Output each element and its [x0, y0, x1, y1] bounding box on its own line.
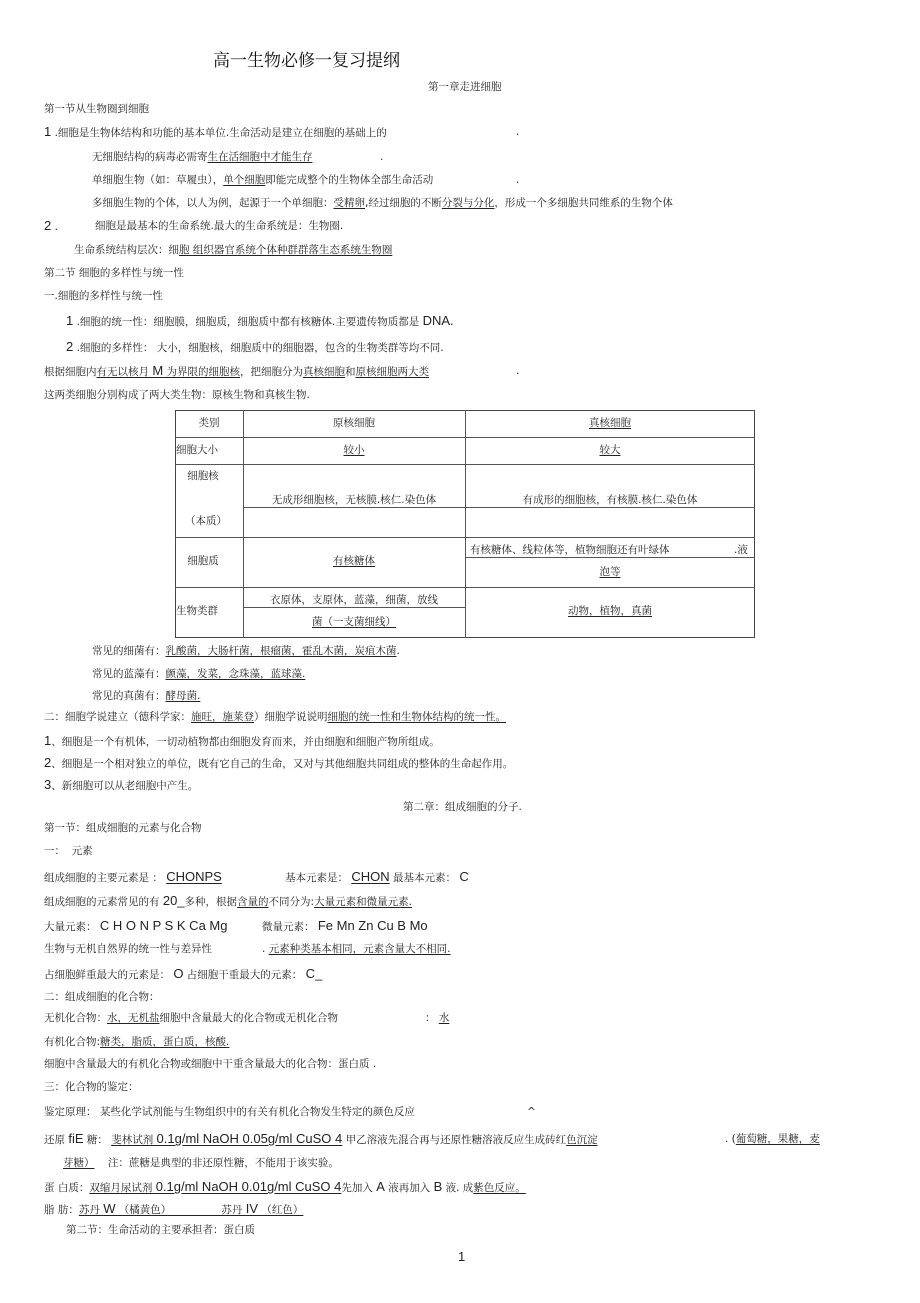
- text-segment: 二：组成细胞的化合物：: [44, 991, 160, 1003]
- text-segment: A: [376, 1179, 385, 1194]
- text-segment: 无机化合物：: [44, 1012, 107, 1024]
- text-segment: 细胞是最基本的生命系统.最大的生命系统是：生物圈.: [95, 220, 344, 232]
- text-segment: 最基本元素：: [389, 872, 460, 884]
- paragraph: [425, 1011, 449, 1025]
- paragraph: [725, 1132, 820, 1146]
- paragraph: [44, 1035, 229, 1049]
- subsection-heading: [44, 1080, 139, 1094]
- list-item: [66, 340, 444, 355]
- table-row-label: 细胞大小: [176, 444, 218, 456]
- table-divider: [243, 607, 465, 608]
- text-segment: .: [516, 126, 520, 138]
- text-segment: ，把细胞分为: [240, 366, 304, 378]
- paragraph: [44, 894, 412, 909]
- text-segment: 、新细胞可以从老细胞中产生。: [51, 780, 199, 792]
- page-number: [458, 1250, 465, 1265]
- text-segment: 第一节从生物圈到细胞: [44, 103, 149, 115]
- text-segment: .细胞的统一性：细胞膜，细胞质，细胞质中都有核糖体.主要遗传物质都是: [73, 316, 423, 328]
- text-segment: C H O N P S K Ca Mg: [99, 918, 228, 933]
- paragraph: [63, 1156, 339, 1170]
- text-segment: 、细胞是一个有机体，一切动植物都由细胞发育而来，并由细胞和细胞产物所组成。: [51, 736, 440, 748]
- underlined-text: 颤藻，发菜，念珠藻，蓝球藻.: [165, 668, 306, 680]
- text-segment: 脂 肪：: [44, 1204, 79, 1216]
- paragraph: [285, 870, 469, 885]
- text-segment: B: [433, 1179, 443, 1194]
- paragraph: [44, 1011, 338, 1025]
- list-item: [44, 756, 513, 771]
- table-cell: 较大: [599, 444, 621, 456]
- table-cell: 有核糖体、线粒体等，植物细胞还有叶绿体: [470, 544, 670, 556]
- chapter-heading: [428, 80, 502, 94]
- subsection-heading: [44, 990, 160, 1004]
- underlined-text: 大量元素和微量元素.: [314, 896, 412, 908]
- underlined-text: 生在活细胞中才能生存: [207, 151, 313, 163]
- text-segment: 第一章走进细胞: [428, 81, 502, 93]
- text-segment: 常见的真菌有：: [92, 690, 166, 702]
- underlined-text: 细胞的统一性和生物体结构的统一性。: [327, 711, 506, 723]
- underlined-text: 真核细胞: [303, 366, 346, 378]
- doc-title: [213, 51, 400, 71]
- text-segment: 单细胞生物（如：草履虫），: [92, 174, 224, 186]
- paragraph: [262, 919, 428, 934]
- text-segment: . (: [725, 1133, 736, 1145]
- paragraph: [44, 1105, 415, 1119]
- underlined-text: 0.1g/ml NaOH 0.01g/ml CuSO 4: [155, 1179, 342, 1194]
- text-segment: 、细胞是一个相对独立的单位，既有它自己的生命，又对与其他细胞共同组成的整体的生命起作用。: [51, 758, 514, 770]
- table-divider: [243, 507, 755, 508]
- table-cell: 衣原体，支原体，蓝藻，细菌，放线: [270, 594, 438, 606]
- text-segment: 细胞中含量最大的有机化合物或细胞中干重含量最大的化合物：蛋白质 .: [44, 1058, 377, 1070]
- table-row-label: 细胞核: [187, 470, 219, 482]
- paragraph: [44, 364, 429, 379]
- text-segment: 即能完成整个的生物体全部生命活动: [265, 174, 434, 186]
- underlined-text: 葡萄糖，果糖，麦: [735, 1133, 820, 1145]
- underlined-text: 乳酸菌，大肠杆菌，根瘤菌，霍乱木菌，炭疽木菌: [165, 645, 397, 657]
- table-cell: 无成形细胞核，无核膜.核仁.染色体: [271, 494, 437, 506]
- underlined-text: 原核细胞两大类: [355, 366, 430, 378]
- underlined-text: 双缩月尿试剂: [89, 1182, 156, 1194]
- text-segment: 2: [44, 218, 52, 233]
- underlined-text: CHONPS: [166, 869, 222, 884]
- paragraph: [527, 1105, 536, 1119]
- text-segment: 占细胞干重最大的元素：: [183, 969, 306, 981]
- table-divider: [175, 437, 755, 438]
- text-segment: 生物与无机自然界的统一性与差异性: [44, 943, 212, 955]
- underlined-text: （橘黄色） 苏丹: [115, 1204, 246, 1216]
- underlined-text: W: [103, 1201, 116, 1216]
- table-row-label-note: （本质）: [185, 515, 227, 527]
- text-segment: 生命系统结构层次：细: [74, 244, 179, 256]
- text-segment: 大量元素：: [44, 921, 100, 933]
- text-segment: 1: [66, 313, 74, 328]
- paragraph: [380, 150, 383, 164]
- text-segment: ，形成一个多细胞共同维系的生物个体: [494, 197, 673, 209]
- paragraph: [262, 942, 451, 956]
- table-divider: [243, 410, 244, 638]
- text-segment: .: [396, 645, 400, 657]
- paragraph: [92, 150, 313, 164]
- text-segment: 多种，根据: [184, 896, 238, 908]
- text-segment: 常见的细菌有：: [92, 645, 166, 657]
- text-segment: .: [516, 365, 520, 377]
- text-segment: Fe Mn Zn Cu B Mo: [317, 918, 428, 933]
- paragraph: [92, 667, 305, 681]
- text-segment: 先加入: [341, 1182, 377, 1194]
- list-item: [44, 778, 198, 793]
- text-segment: 液再加入: [384, 1182, 434, 1194]
- text-segment: C: [459, 869, 469, 884]
- text-segment: 占细胞鲜重最大的元素是：: [44, 969, 174, 981]
- text-segment: 1: [44, 733, 52, 748]
- paragraph: [516, 364, 519, 378]
- text-segment: 1: [458, 1249, 466, 1264]
- table-cell: 较小: [343, 444, 365, 456]
- text-segment: 基本元素是：: [285, 872, 352, 884]
- text-segment: 糖：: [83, 1134, 112, 1146]
- underlined-text: 受精卵: [333, 197, 365, 209]
- subsection-heading: [44, 289, 163, 303]
- chapter-heading: [403, 800, 522, 814]
- paragraph: [44, 1180, 526, 1195]
- table-divider: [175, 537, 755, 538]
- underlined-text: 有无以核月: [96, 366, 153, 378]
- underlined-text: 酵母菌.: [165, 690, 201, 702]
- text-segment: 不同分为:: [268, 896, 315, 908]
- table-cell: 有核糖体: [333, 555, 375, 567]
- text-segment: C_: [305, 966, 323, 981]
- text-segment: fiE: [68, 1131, 84, 1146]
- text-segment: 蛋 白质：: [44, 1182, 90, 1194]
- text-segment: 多细胞生物的个体，以人为例，起源于一个单细胞：: [92, 197, 334, 209]
- text-segment: 这两类细胞分别构成了两大类生物：原核生物和真核生物.: [44, 389, 310, 401]
- underlined-text: 水，无机盐: [107, 1012, 160, 1024]
- underlined-text: 紫色反应。: [473, 1182, 526, 1194]
- list-item: [516, 125, 519, 139]
- underlined-text: 色沉淀: [566, 1134, 598, 1146]
- table-divider: [465, 557, 755, 558]
- table-header-category: 类别: [198, 417, 220, 429]
- text-segment: 还原: [44, 1134, 69, 1146]
- table-header-prokaryote: 原核细胞: [333, 417, 375, 429]
- table-header-eukaryote: 真核细胞: [589, 417, 631, 429]
- text-segment: 甲乙溶液先混合再与还原性糖溶液反应生成砖红: [342, 1134, 567, 1146]
- table-row-label: 细胞质: [187, 555, 219, 567]
- section-heading: [44, 821, 202, 835]
- text-segment: 1: [44, 124, 52, 139]
- text-segment: 一： 元素: [44, 845, 93, 857]
- text-segment: 一.细胞的多样性与统一性: [44, 290, 163, 302]
- underlined-text: 单个细胞: [223, 174, 266, 186]
- text-segment: 鉴定原理： 某些化学试剂能与生物组织中的有关有机化合物发生特定的颜色反应: [44, 1106, 415, 1118]
- text-segment: 组成细胞的元素常见的有: [44, 896, 163, 908]
- text-segment: .细胞的多样性： 大小，细胞核，细胞质中的细胞器，包含的生物类群等均不同.: [73, 342, 444, 354]
- underlined-text: 0.1g/ml NaOH 0.05g/ml CuSO 4: [156, 1131, 343, 1146]
- text-segment: 第二章：组成细胞的分子.: [403, 801, 522, 813]
- subsection-heading: [44, 844, 93, 858]
- list-item: [95, 219, 343, 233]
- underlined-text: 斐林试剂: [111, 1134, 157, 1146]
- paragraph: [44, 919, 227, 934]
- text-segment: 液. 成: [442, 1182, 474, 1194]
- text-segment: .: [262, 943, 269, 955]
- paragraph: [92, 689, 200, 703]
- text-segment: 二：细胞学说建立（德科学家：: [44, 711, 191, 723]
- text-segment: 无细胞结构的病毒必需寄: [92, 151, 208, 163]
- text-segment: DNA.: [422, 313, 454, 328]
- underlined-text: 糖类，脂质，蛋白质，核酸.: [100, 1036, 230, 1048]
- text-segment: ：: [425, 1012, 439, 1024]
- underlined-text: 含量的: [237, 896, 269, 908]
- table-divider: [175, 587, 755, 588]
- list-item: [66, 314, 454, 329]
- paragraph: [44, 1132, 598, 1147]
- underlined-text: IV: [245, 1201, 259, 1216]
- underlined-text: 分裂与分化: [441, 197, 495, 209]
- underlined-text: （红色）: [258, 1204, 304, 1216]
- text-segment: O: [173, 966, 184, 981]
- paragraph: [74, 243, 392, 257]
- text-segment: 2: [44, 755, 52, 770]
- list-item: [44, 125, 387, 140]
- text-segment: 三：化合物的鉴定：: [44, 1081, 139, 1093]
- paragraph: [92, 173, 433, 187]
- text-segment: 和: [345, 366, 356, 378]
- text-segment: .: [51, 221, 58, 233]
- text-segment: 20_: [162, 893, 185, 908]
- text-segment: ,经过细胞的不断: [365, 197, 442, 209]
- underlined-text: CHON: [351, 869, 390, 884]
- text-segment: .: [516, 174, 520, 186]
- underlined-text: 芽糖）: [63, 1157, 95, 1169]
- underlined-text: 苏丹: [78, 1204, 104, 1216]
- text-segment: 细胞中含量最大的化合物或无机化合物: [159, 1012, 338, 1024]
- text-segment: .细胞是生物体结构和功能的基本单位.生命活动是建立在细胞的基础上的: [51, 127, 387, 139]
- section-heading: [66, 1223, 255, 1237]
- text-segment: 有机化合物:: [44, 1036, 101, 1048]
- underlined-text: 为界限的细胞核: [163, 366, 241, 378]
- paragraph: [516, 173, 519, 187]
- text-segment: 2: [66, 339, 74, 354]
- text-segment: 常见的蓝藻有：: [92, 668, 166, 680]
- text-segment: 注：蔗糖是典型的非还原性糖，不能用于该实验。: [94, 1157, 339, 1169]
- underlined-text: 施旺，施莱登: [191, 711, 254, 723]
- section-heading: [44, 102, 149, 116]
- paragraph: [92, 644, 400, 658]
- underlined-text: M: [152, 363, 164, 378]
- text-segment: 根据细胞内: [44, 366, 97, 378]
- text-segment: ^: [527, 1106, 536, 1118]
- text-segment: 第一节：组成细胞的元素与化合物: [44, 822, 202, 834]
- text-segment: 第二节 细胞的多样性与统一性: [44, 267, 184, 279]
- paragraph: [44, 388, 310, 402]
- table-cell: 泡等: [599, 566, 621, 578]
- table-cell: 有成形的细胞核，有核膜.核仁.染色体: [522, 494, 698, 506]
- underlined-text: 元素种类基本相同，元素含量大不相同.: [268, 943, 451, 955]
- text-segment: 3: [44, 777, 52, 792]
- subsection-heading: [44, 710, 506, 724]
- text-segment: .: [380, 151, 384, 163]
- text-segment: ）细胞学说说明: [254, 711, 328, 723]
- underlined-text: 胞 组织器官系统个体种群群落生态系统生物圈: [179, 244, 393, 256]
- text-segment: 微量元素：: [262, 921, 318, 933]
- list-item: [44, 219, 58, 234]
- list-item: [44, 734, 440, 749]
- table-divider: [465, 410, 466, 638]
- paragraph: [44, 967, 322, 982]
- text-segment: 高一生物必修一复习提纲: [213, 51, 400, 71]
- table-cell: 菌（一支菌细线）: [312, 616, 396, 628]
- table-cell: .液: [734, 544, 748, 556]
- paragraph: [44, 1057, 376, 1071]
- table-divider: [175, 464, 755, 465]
- paragraph: [44, 1202, 303, 1217]
- table-cell: 动物，植物，真菌: [568, 605, 652, 617]
- section-heading: [44, 266, 184, 280]
- paragraph: [44, 870, 222, 885]
- text-segment: 组成细胞的主要元素是 ：: [44, 872, 167, 884]
- underlined-text: 水: [438, 1012, 450, 1024]
- paragraph: [92, 196, 673, 210]
- paragraph: [44, 942, 212, 956]
- table-row-label: 生物类群: [176, 605, 218, 617]
- text-segment: 第二节：生命活动的主要承担者：蛋白质: [66, 1224, 255, 1236]
